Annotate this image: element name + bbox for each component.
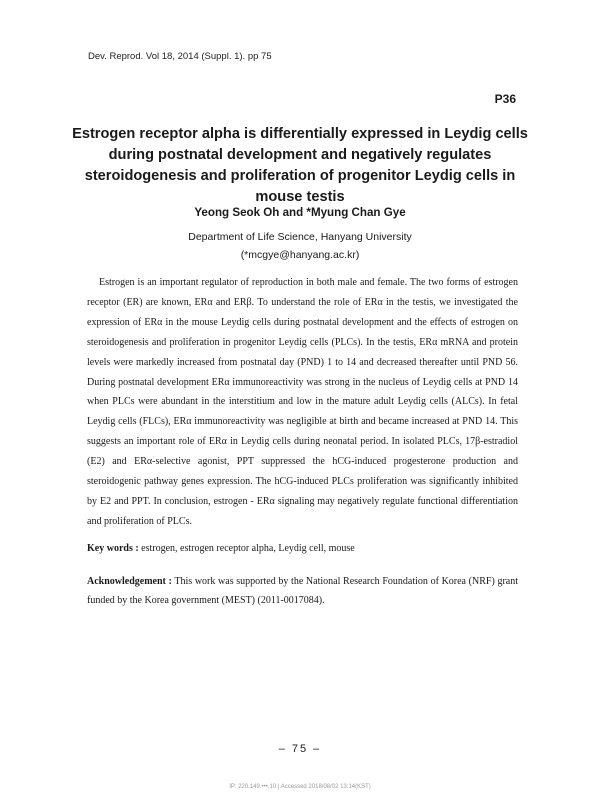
keywords-text: estrogen, estrogen receptor alpha, Leydig cell, mouse (138, 543, 355, 554)
acknowledgement-text: This work was supported by the National Research Foundation of Korea (NRF) grant funded by the Korea government (MEST) (2011-0017084). (87, 576, 518, 607)
acknowledgement-label: Acknowledgement : (87, 576, 172, 587)
paper-title: Estrogen receptor alpha is differentially expressed in Leydig cells during postnatal development and negatively regulates steroidogenesis and proliferation of progenitor Leydig cells in mouse testis (72, 126, 528, 205)
affiliation-block (0, 228, 600, 264)
page-number: – 75 – (278, 743, 322, 755)
affiliation: Department of Life Science, Hanyang University (188, 231, 412, 243)
journal-reference: Dev. Reprod. Vol 18, 2014 (Suppl. 1). pp 75 (88, 51, 272, 62)
corresponding-email: (*mcgye@hanyang.ac.kr) (240, 249, 360, 261)
keywords-label: Key words : (87, 543, 139, 554)
acknowledgement (87, 572, 518, 611)
poster-id: P36 (494, 92, 516, 106)
abstract: Estrogen is an important regulator of reproduction in both male and female. The two forms of estrogen receptor (ER) are known, ERα and ERβ. To understand the role of ERα in the testis, we investigated the expression of ERα in the mouse Leydig cells during postnatal development and the effects of estrogen on steroidogenesis and proliferation in progenitor Leydig cells (PLCs). In the testis, ERα mRNA and protein levels were markedly increased from postnatal day (PND) 1 to 14 and decreased thereafter until PND 56. During postnatal development ERα immunoreactivity was strong in the nucleus of Leydig cells at PND 14 when PLCs were abundant in the interstitium and low in the mature adult Leydig cells (ALCs). In fetal Leydig cells (FLCs), ERα immunoreactivity was negligible at birth and became increased at PND 14. This suggests an important role of ERα in Leydig cells during neonatal period. In isolated PLCs, 17β-estradiol (E2) and ERα-selective agonist, PPT suppressed the hCG-induced progesterone production and steroidogenic pathway genes expression. The hCG-induced PLCs proliferation was significantly inhibited by E2 and PPT. In conclusion, estrogen - ERα signaling may negatively regulate functional differentiation and proliferation of PLCs. (87, 277, 518, 527)
access-watermark: IP: 220.149.•••.10 | Accessed 2018/08/02 13:14(KST) (229, 784, 371, 790)
authors: Yeong Seok Oh and *Myung Chan Gye (194, 206, 406, 219)
keywords (87, 540, 518, 558)
